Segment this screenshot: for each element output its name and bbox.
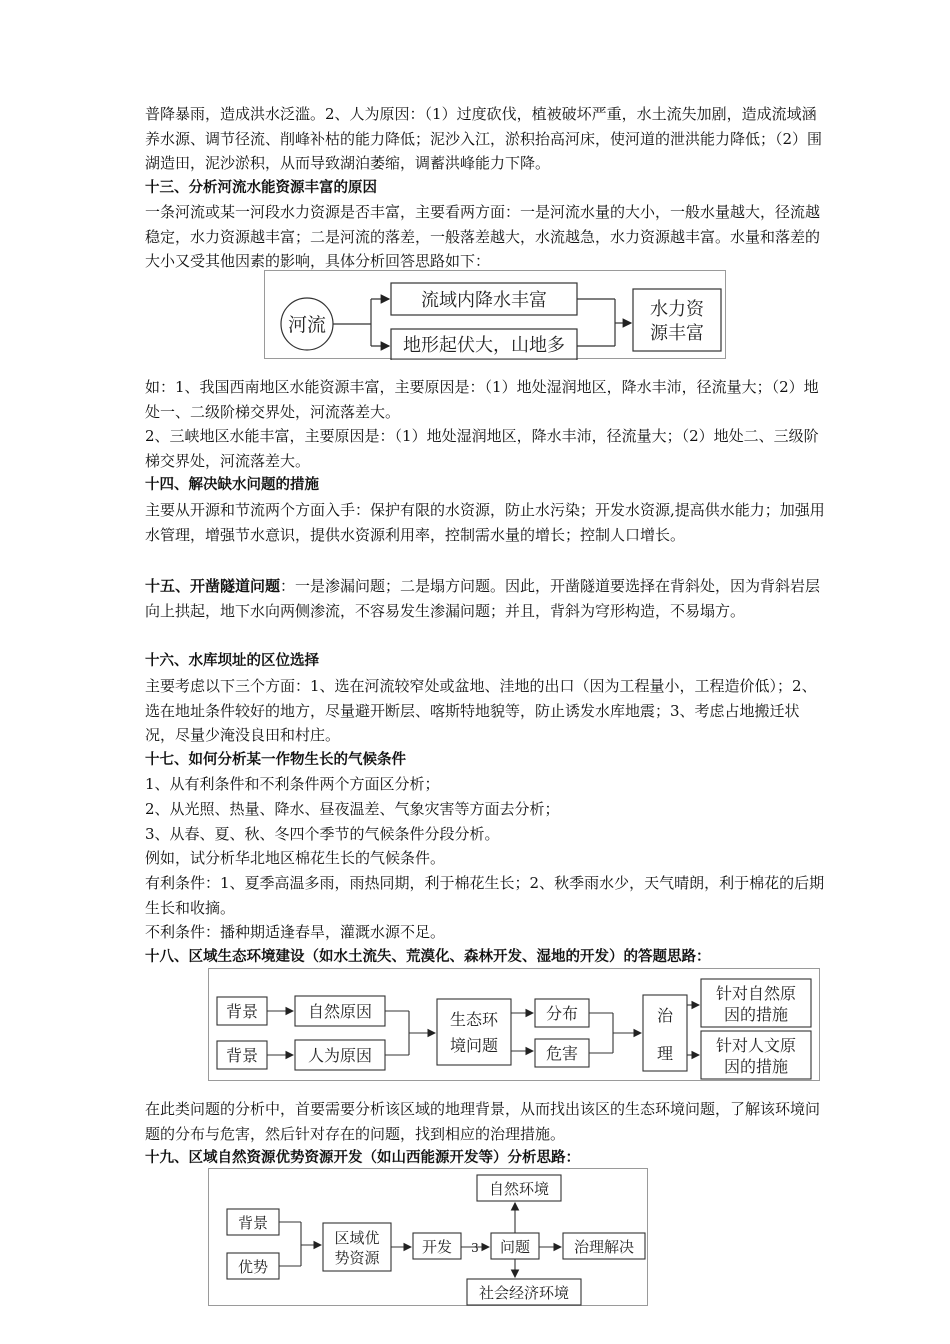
natural-env-label: 自然环境 bbox=[488, 1180, 550, 1198]
governance-line1: 治 bbox=[656, 1006, 674, 1025]
hydro-result-line1: 水力资 bbox=[650, 299, 704, 320]
paragraph-17-item1: 1、从有利条件和不利条件两个方面区分析； bbox=[145, 775, 440, 793]
diagram-hydropower-svg bbox=[265, 271, 727, 360]
heading-19: 十九、区域自然资源优势资源开发（如山西能源开发等）分析思路： bbox=[145, 1150, 580, 1166]
paragraph-18: 在此类问题的分析中，首要需要分析该区域的地理背景，从而找出该区的生态环境问题，了解该环境问题的分布与危害，然后针对存在的问题，找到相应的治理措施。 bbox=[145, 1100, 821, 1143]
human-measure-line2: 因的措施 bbox=[723, 1057, 789, 1076]
terrain-label: 地形起伏大，山地多 bbox=[403, 335, 565, 356]
heading-14: 十四、解决缺水问题的措施 bbox=[145, 477, 319, 493]
regional-resource-line1: 区域优 bbox=[334, 1229, 380, 1247]
background-label-1: 背景 bbox=[225, 1002, 259, 1021]
paragraph-13-example2: 2、三峡地区水能丰富，主要原因是：（1）地处湿润地区，降水丰沛，径流量大；（2）地处二、三级阶梯交界处，河流落差大。 bbox=[145, 427, 819, 470]
problem-label: 问题 bbox=[499, 1238, 531, 1256]
harm-label: 危害 bbox=[545, 1044, 579, 1063]
paragraph-13: 一条河流或某一河段水力资源是否丰富，主要看两方面：一是河流水量的大小，一般水量越大，径流越稳定，水力资源越丰富；二是河流的落差，一般落差越大，水流越急，水力资源越丰富。水量和落差的大小又受其他因素的影响，具体分析回答思路如下： bbox=[145, 203, 821, 270]
paragraph-17-unfavorable: 不利条件：播种期适逢春旱，灌溉水源不足。 bbox=[145, 923, 446, 941]
heading-15: 十五、开凿隧道问题 bbox=[145, 577, 281, 595]
human-cause-label: 人为原因 bbox=[307, 1046, 373, 1065]
paragraph-16: 主要考虑以下三个方面：1、选在河流较窄处或盆地、洼地的出口（因为工程量小，工程造价低）；2、选在地址条件较好的地方，尽量避开断层、喀斯特地貌等，防止诱发水库地震；3、考虑占地搬迁状况，尽量少淹没良田和村庄。 bbox=[145, 677, 817, 744]
eco-problem-line1: 生态环 bbox=[449, 1010, 499, 1029]
heading-13: 十三、分析河流水能资源丰富的原因 bbox=[145, 180, 377, 196]
background-label-2: 背景 bbox=[225, 1046, 259, 1065]
paragraph-flood-causes: 普降暴雨，造成洪水泛滥。2、人为原因：（1）过度砍伐，植被破坏严重，水土流失加剧，造成流域涵养水源、调节径流、削峰补枯的能力降低；泥沙入江，淤积抬高河床，使河道的泄洪能力降低；（2）围湖造田，泥沙淤积，从而导致湖泊萎缩，调蓄洪峰能力下降。 bbox=[145, 105, 823, 172]
regional-resource-line2: 势资源 bbox=[334, 1249, 380, 1267]
river-label: 河流 bbox=[287, 314, 327, 336]
paragraph-13-example1: 如：1、我国西南地区水能资源丰富，主要原因是：（1）地处湿润地区，降水丰沛，径流量大；（2）地处一、二级阶梯交界处，河流落差大。 bbox=[145, 378, 819, 421]
diagram-hydropower bbox=[264, 270, 726, 359]
socioeconomic-env-label: 社会经济环境 bbox=[478, 1284, 570, 1302]
human-measure-line1: 针对人文原 bbox=[715, 1036, 797, 1055]
heading-17: 十七、如何分析某一作物生长的气候条件 bbox=[145, 752, 406, 768]
diagram-eco-environment bbox=[208, 968, 820, 1081]
distribution-label: 分布 bbox=[545, 1004, 579, 1023]
governance-line2: 理 bbox=[656, 1044, 674, 1063]
rainfall-label: 流域内降水丰富 bbox=[421, 290, 547, 311]
diagram-eco-svg bbox=[209, 969, 821, 1082]
diagram-resource-svg bbox=[209, 1169, 649, 1307]
paragraph-15-block bbox=[145, 574, 825, 623]
eco-problem-box bbox=[437, 999, 511, 1065]
paragraph-15: ：一是渗漏问题；二是塌方问题。因此，开凿隧道要选择在背斜处，因为背斜岩层向上拱起，地下水向两侧渗流，不容易发生渗漏问题；并且，背斜为穹形构造，不易塌方。 bbox=[145, 577, 821, 620]
paragraph-17-favorable: 有利条件：1、夏季高温多雨，雨热同期，利于棉花生长；2、秋季雨水少，天气晴朗，利于棉花的后期生长和收摘。 bbox=[145, 874, 825, 917]
background-label: 背景 bbox=[237, 1214, 269, 1232]
development-label: 开发 bbox=[421, 1238, 453, 1256]
natural-measure-line2: 因的措施 bbox=[723, 1005, 789, 1024]
heading-18: 十八、区域生态环境建设（如水土流失、荒漠化、森林开发、湿地的开发）的答题思路： bbox=[145, 949, 711, 965]
paragraph-17-example: 例如，试分析华北地区棉花生长的气候条件。 bbox=[145, 849, 446, 867]
eco-problem-line2: 境问题 bbox=[449, 1036, 499, 1055]
hydro-result-line2: 源丰富 bbox=[650, 323, 704, 344]
natural-measure-line1: 针对自然原 bbox=[715, 984, 797, 1003]
paragraph-17-item2: 2、从光照、热量、降水、昼夜温差、气象灾害等方面去分析； bbox=[145, 800, 560, 818]
natural-cause-label: 自然原因 bbox=[307, 1002, 373, 1021]
paragraph-17-item3: 3、从春、夏、秋、冬四个季节的气候条件分段分析。 bbox=[145, 825, 500, 843]
advantage-label: 优势 bbox=[237, 1258, 269, 1276]
paragraph-14: 主要从开源和节流两个方面入手：保护有限的水资源，防止水污染；开发水资源,提高供水能力；加强用水管理，增强节水意识，提供水资源利用率，控制需水量的增长；控制人口增长。 bbox=[145, 501, 825, 544]
heading-16: 十六、水库坝址的区位选择 bbox=[145, 653, 319, 669]
diagram-resource-development bbox=[208, 1168, 648, 1306]
arrow-number-label: 3 bbox=[471, 1241, 479, 1255]
solve-label: 治理解决 bbox=[573, 1238, 635, 1256]
